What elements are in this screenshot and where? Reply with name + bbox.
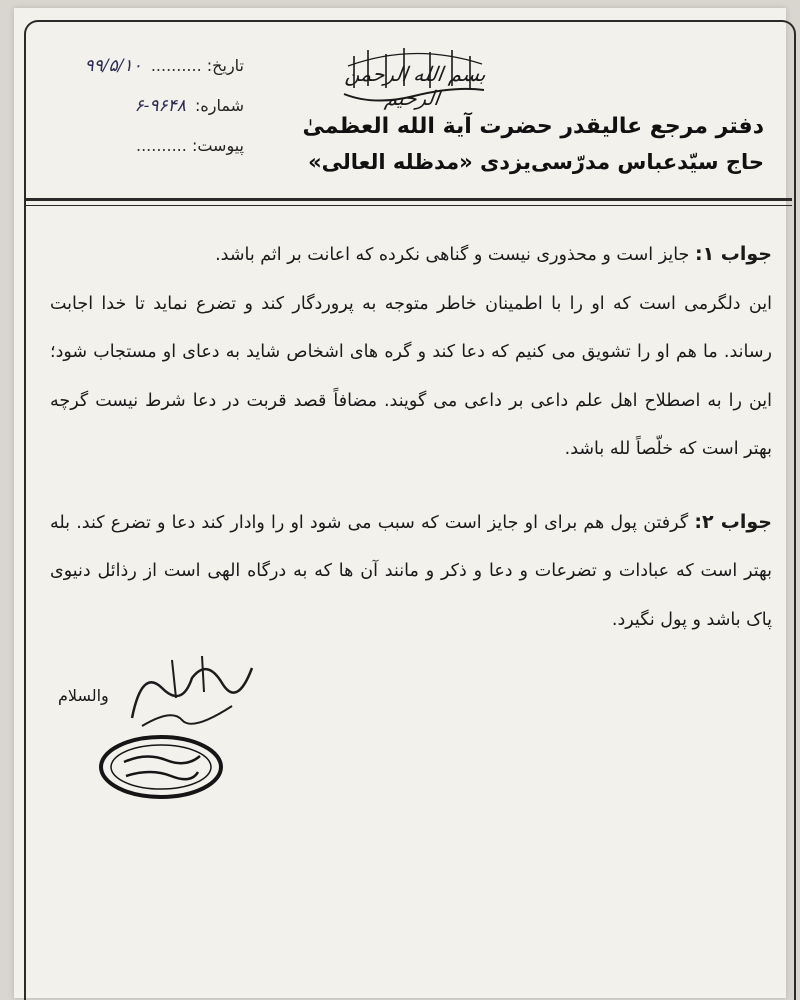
date-field bbox=[44, 56, 244, 76]
official-seal bbox=[96, 734, 226, 800]
answer-2 bbox=[50, 498, 772, 645]
answer-1-paragraph-2: این دلگرمی است که او را با اطمینان خاطر متوجه به پروردگار کند و تضرع نماید تا خدا اجابت رساند. ما هم او را تشویق می کنیم که دعا کند و گره های اشخاص شاید به دعای او مستجاب شود؛ این را به اصطلاح اهل علم داعی بر داعی می گویند. مضافاً قصد قربت در دعا شرط نیست گرچه بهتر است که خلّصاً لله باشد. bbox=[50, 293, 772, 459]
office-subtitle: حاج سیّدعباس مدرّسی‌یزدی «مدظله العالی» bbox=[308, 150, 764, 174]
answer-1-label: جواب ۱: bbox=[694, 243, 772, 265]
attachment-value: .......... bbox=[135, 136, 187, 155]
number-value: ۹۶۴۸-۶ bbox=[134, 96, 186, 116]
attachment-label: پیوست: bbox=[191, 136, 244, 155]
answer-1 bbox=[50, 230, 772, 280]
handwritten-signature bbox=[112, 648, 262, 738]
answer-2-label: جواب ۲: bbox=[694, 510, 772, 533]
answer-1-paragraph-1: جایز است و محذوری نیست و گناهی نکرده که اعانت بر اثم باشد. bbox=[215, 245, 690, 265]
closing-salutation: والسلام bbox=[58, 686, 109, 705]
letter-body bbox=[50, 230, 772, 644]
number-field bbox=[44, 96, 244, 116]
paragraph-gap bbox=[50, 474, 772, 498]
bismillah-text: بسم الله الرحمن الرحیم bbox=[343, 62, 488, 110]
header-divider-thick bbox=[24, 198, 792, 201]
office-title: دفتر مرجع عالیقدر حضرت آیة الله العظمیٰ bbox=[302, 114, 764, 139]
header-divider-thin bbox=[24, 205, 792, 206]
date-label: تاریخ: bbox=[206, 56, 244, 75]
date-dots: .......... bbox=[150, 56, 202, 75]
attachment-field bbox=[44, 136, 244, 155]
letter-paper bbox=[14, 8, 786, 998]
number-label: شماره: bbox=[194, 96, 244, 115]
bismillah-calligraphy bbox=[334, 36, 494, 116]
answer-2-paragraph-1: گرفتن پول هم برای او جایز است که سبب می شود او را وادار کند دعا و تضرع کند. بله بهتر است که عبادات و تضرعات و دعا و ذکر و مانند آن ها که به درگاه الهی است از رذائل دنیوی پاک باشد و پول نگیرد. bbox=[50, 512, 772, 630]
date-value: ۹۹/۵/۱۰ bbox=[84, 56, 142, 76]
